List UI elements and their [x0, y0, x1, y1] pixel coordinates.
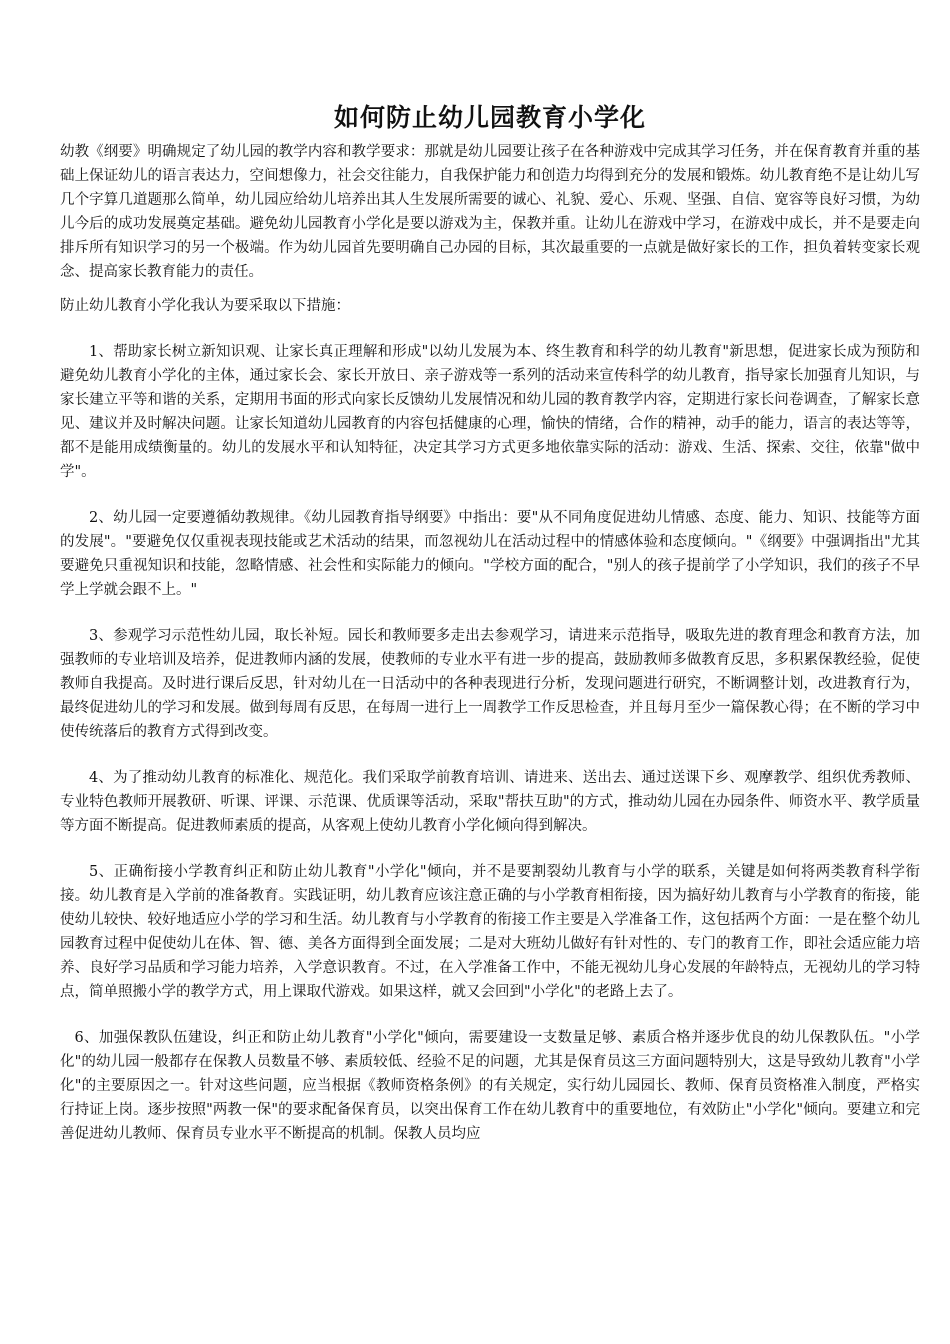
measure-4-paragraph: 4、为了推动幼儿教育的标准化、规范化。我们采取学前教育培训、请进来、送出去、通过送课下乡、观摩教学、组织优秀教师、专业特色教师开展教研、听课、评课、示范课、优质课等活动，采取"帮扶互助"的方式，推动幼儿园在办园条件、师资水平、教学质量等方面不断提高。促进教师素质的提高，从客观上使幼儿教育小学化倾向得到解决。 — [60, 770, 920, 834]
measure-6-paragraph: 6、加强保教队伍建设，纠正和防止幼儿教育"小学化"倾向，需要建设一支数量足够、素质合格并逐步优良的幼儿保教队伍。"小学化"的幼儿园一般都存在保教人员数量不够、素质较低、经验不足的问题，尤其是保育员这三方面问题特别大，这是导致幼儿教育"小学化"的主要原因之一。针对这些问题，应当根据《教师资格条例》的有关规定，实行幼儿园园长、教师、保育员资格准入制度，严格实行持证上岗。逐步按照"两教一保"的要求配备保育员，以突出保育工作在幼儿教育中的重要地位，有效防止"小学化"倾向。要建立和完善促进幼儿教师、保育员专业水平不断提高的机制。保教人员均应 — [60, 1030, 920, 1142]
measure-1-paragraph: 1、帮助家长树立新知识观、让家长真正理解和形成"以幼儿发展为本、终生教育和科学的幼儿教育"新思想，促进家长成为预防和避免幼儿教育小学化的主体，通过家长会、家长开放日、亲子游戏等一系列的活动来宣传科学的幼儿教育，指导家长加强育儿知识，与家长建立平等和谐的关系，定期用书面的形式向家长反馈幼儿发展情况和幼儿园的教育教学内容，定期进行家长问卷调查，了解家长意见、建议并及时解决问题。让家长知道幼儿园教育的内容包括健康的心理，愉快的情绪，合作的精神，动手的能力，语言的表达等等，都不是能用成绩衡量的。幼儿的发展水平和认知特征，决定其学习方式更多地依靠实际的活动：游戏、生活、探索、交往，依靠"做中学"。 — [60, 344, 920, 480]
measures-lead-paragraph: 防止幼儿教育小学化我认为要采取以下措施： — [60, 298, 350, 314]
document-title: 如何防止幼儿园教育小学化 — [333, 103, 646, 132]
document-page — [60, 98, 920, 1146]
measure-5-paragraph: 5、正确衔接小学教育纠正和防止幼儿教育"小学化"倾向，并不是要割裂幼儿教育与小学的联系，关键是如何将两类教育科学衔接。幼儿教育是入学前的准备教育。实践证明，幼儿教育应该注意正确的与小学教育相衔接，因为搞好幼儿教育与小学教育的衔接，能使幼儿较快、较好地适应小学的学习和生活。幼儿教育与小学教育的衔接工作主要是入学准备工作，这包括两个方面：一是在整个幼儿园教育过程中促使幼儿在体、智、德、美各方面得到全面发展；二是对大班幼儿做好有针对性的、专门的教育工作，即社会适应能力培养、良好学习品质和学习能力培养，入学意识教育。不过，在入学准备工作中，不能无视幼儿身心发展的年龄特点，无视幼儿的学习特点，简单照搬小学的教学方式，用上课取代游戏。如果这样，就又会回到"小学化"的老路上去了。 — [60, 864, 920, 1000]
measure-3-paragraph: 3、参观学习示范性幼儿园，取长补短。园长和教师要多走出去参观学习，请进来示范指导，吸取先进的教育理念和教育方法，加强教师的专业培训及培养，促进教师内涵的发展，使教师的专业水平有进一步的提高，鼓励教师多做教育反思，多积累保教经验，促使教师自我提高。及时进行课后反思，针对幼儿在一日活动中的各种表现进行分析，发现问题进行研究，不断调整计划，改进教育行为，最终促进幼儿的学习和发展。做到每周有反思，在每周一进行上一周教学工作反思检查，并且每月至少一篇保教心得；在不断的学习中使传统落后的教育方式得到改变。 — [60, 628, 920, 740]
measure-2-paragraph: 2、幼儿园一定要遵循幼教规律。《幼儿园教育指导纲要》中指出：要"从不同角度促进幼儿情感、态度、能力、知识、技能等方面的发展"。"要避免仅仅重视表现技能或艺术活动的结果，而忽视幼儿在活动过程中的情感体验和态度倾向。"《纲要》中强调指出"尤其要避免只重视知识和技能，忽略情感、社会性和实际能力的倾向。"学校方面的配合，"别人的孩子提前学了小学知识，我们的孩子不早学上学就会跟不上。" — [60, 510, 920, 598]
intro-paragraph: 幼教《纲要》明确规定了幼儿园的教学内容和教学要求：那就是幼儿园要让孩子在各种游戏中完成其学习任务，并在保育教育并重的基础上保证幼儿的语言表达力，空间想像力，社会交往能力，自我保护能力和创造力均得到充分的发展和锻炼。幼儿教育绝不是让幼儿写几个字算几道题那么简单，幼儿园应给幼儿培养出其人生发展所需要的诚心、礼貌、爱心、乐观、坚强、自信、宽容等良好习惯，为幼儿今后的成功发展奠定基础。避免幼儿园教育小学化是要以游戏为主，保教并重。让幼儿在游戏中学习，在游戏中成长，并不是要走向排斥所有知识学习的另一个极端。作为幼儿园首先要明确自己办园的目标，其次最重要的一点就是做好家长的工作，担负着转变家长观念、提高家长教育能力的责任。 — [60, 144, 920, 280]
